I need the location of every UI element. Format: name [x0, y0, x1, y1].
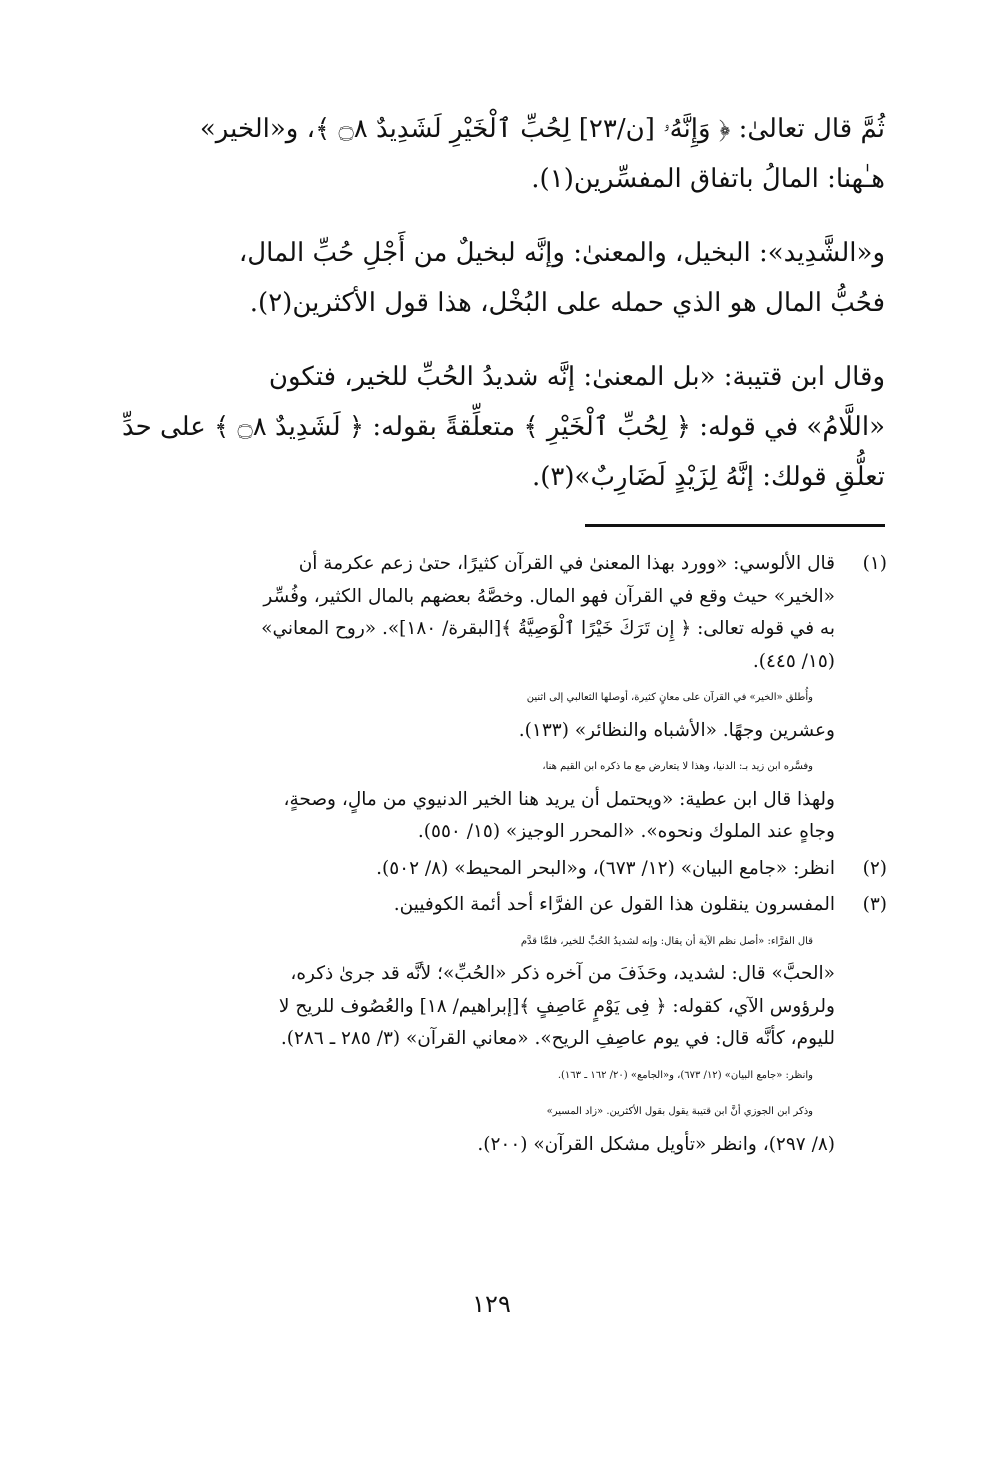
- footnote-line: انظر: «جامع البيان» (١٢/ ٦٧٣)، و«البحر المحيط» (٨/ ٥٠٢).: [376, 857, 835, 879]
- footnote-line: قال الفرَّاء: «أصل نظم الآية أن يقال: وإنه لشديدُ الحُبِّ للخير، فلمَّا قدَّم: [520, 935, 813, 947]
- footnote-line: المفسرون ينقلون هذا القول عن الفرَّاء أحد أئمة الكوفيين.: [393, 894, 835, 915]
- page-number: ١٢٩: [472, 1290, 511, 1318]
- footnote-line: «الخير» حيث وقع في القرآن فهو المال. وخصَّهُ بعضهم بالمال الكثير، وفُسِّر: [263, 585, 835, 607]
- paragraph-1: [96, 104, 885, 204]
- text-line: فحُبُّ المال هو الذي حمله على البُخْل، هذا قول الأكثرين(٢).: [249, 288, 885, 318]
- footnote-line: وانظر: «جامع البيان» (١٢/ ٦٧٣)، و«الجامع» (٢٠/ ١٦٢ ـ ١٦٣).: [557, 1069, 813, 1081]
- footnote-3-continuation: [94, 1060, 887, 1093]
- footnote-line: وذكر ابن الجوزي أنَّ ابن قتيبة يقول بقول الأكثرين. «زاد المسير»: [546, 1106, 813, 1117]
- footnote-line: «الحبَّ» قال: لشديد، وحَذَفَ من آخره ذكر «الحُبِّ»؛ لأنَّه قد جرىٰ ذكره،: [290, 963, 835, 984]
- footnote-number: (٢): [862, 857, 887, 879]
- footnote-3-continuation: [94, 926, 887, 1056]
- footnote-line: وعشرين وجهًا. «الأشباه والنظائر» (١٣٣).: [518, 719, 835, 741]
- footnote-line: ولهذا قال ابن عطية: «ويحتمل أن يريد هنا الخير الدنيوي من مالٍ، وصحةٍ،: [283, 788, 835, 810]
- footnote-line: ولرؤوس الآي، كقوله: ﴿ فِى يَوْمٍ عَاصِفٍ ﴾[إبراهيم/ ١٨] والعُصُوف للريح لا: [278, 995, 835, 1017]
- footnotes: [94, 548, 887, 1165]
- footnote-line: به في قوله تعالى: ﴿ إِن تَرَكَ خَيْرًا ٱلْوَصِيَّةُ ﴾[البقرة/ ١٨٠]». «روح المعاني»: [261, 618, 835, 639]
- footnote-line: وأُطلق «الخير» في القرآن على معانٍ كثيرة، أوصلها الثعالبي إلى اثنين: [526, 692, 813, 703]
- footnote-2: [94, 853, 887, 886]
- paragraph-3: [96, 352, 885, 502]
- main-text: [96, 104, 885, 526]
- footnote-3-continuation: [94, 1096, 887, 1161]
- paragraph-2: [96, 228, 885, 328]
- footnote-separator: [585, 524, 885, 527]
- footnote-line: (١٥/ ٤٤٥).: [752, 650, 835, 672]
- footnote-line: وفسَّره ابن زيد بـ: الدنيا، وهذا لا يتعارض مع ما ذكره ابن القيم هنا،: [542, 761, 813, 772]
- footnote-line: قال الألوسي: «وورد بهذا المعنىٰ في القرآن كثيرًا، حتىٰ زعم عكرمة أن: [298, 553, 835, 574]
- footnote-1-continuation: [94, 751, 887, 849]
- footnote-line: وجاهٍ عند الملوك ونحوه». «المحرر الوجيز» (١٥/ ٥٥٠).: [417, 821, 835, 842]
- text-line: «اللَّامُ» في قوله: ﴿ لِحُبِّ ٱلْخَيْرِ ﴾ متعلِّقةً بقوله: ﴿ لَشَدِيدٌ ۝٨ ﴾ على حدِّ: [122, 412, 885, 442]
- footnote-line: (٨/ ٢٩٧)، وانظر «تأويل مشكل القرآن» (٢٠٠).: [477, 1133, 835, 1155]
- footnote-number: (١): [862, 553, 887, 574]
- text-line: وقال ابن قتيبة: «بل المعنىٰ: إنَّه شديدُ الحُبِّ للخير، فتكون: [268, 362, 885, 392]
- text-line: ثُمَّ قال تعالىٰ: ﴿ وَإِنَّهُۥ [ن/٢٣] لِحُبِّ ٱلْخَيْرِ لَشَدِيدٌ ۝٨ ﴾، و«الخير»: [199, 114, 885, 144]
- text-line: تعلُّقِ قولك: إنَّهُ لِزَيْدٍ لَضَارِبٌ»(٣).: [532, 462, 885, 492]
- text-line: و«الشَّدِيد»: البخيل، والمعنىٰ: وإنَّه لبخيلٌ من أَجْلِ حُبِّ المال،: [238, 238, 885, 268]
- footnote-1: [94, 548, 887, 678]
- footnote-3: [94, 889, 887, 922]
- footnote-1-continuation: [94, 682, 887, 747]
- footnote-line: لليوم، كأنَّه قال: في يوم عاصِفِ الريح». «معاني القرآن» (٣/ ٢٨٥ ـ ٢٨٦).: [280, 1028, 835, 1049]
- footnote-number: (٣): [862, 894, 887, 915]
- text-line: هـٰهنا: المالُ باتفاق المفسِّرين(١).: [531, 164, 885, 194]
